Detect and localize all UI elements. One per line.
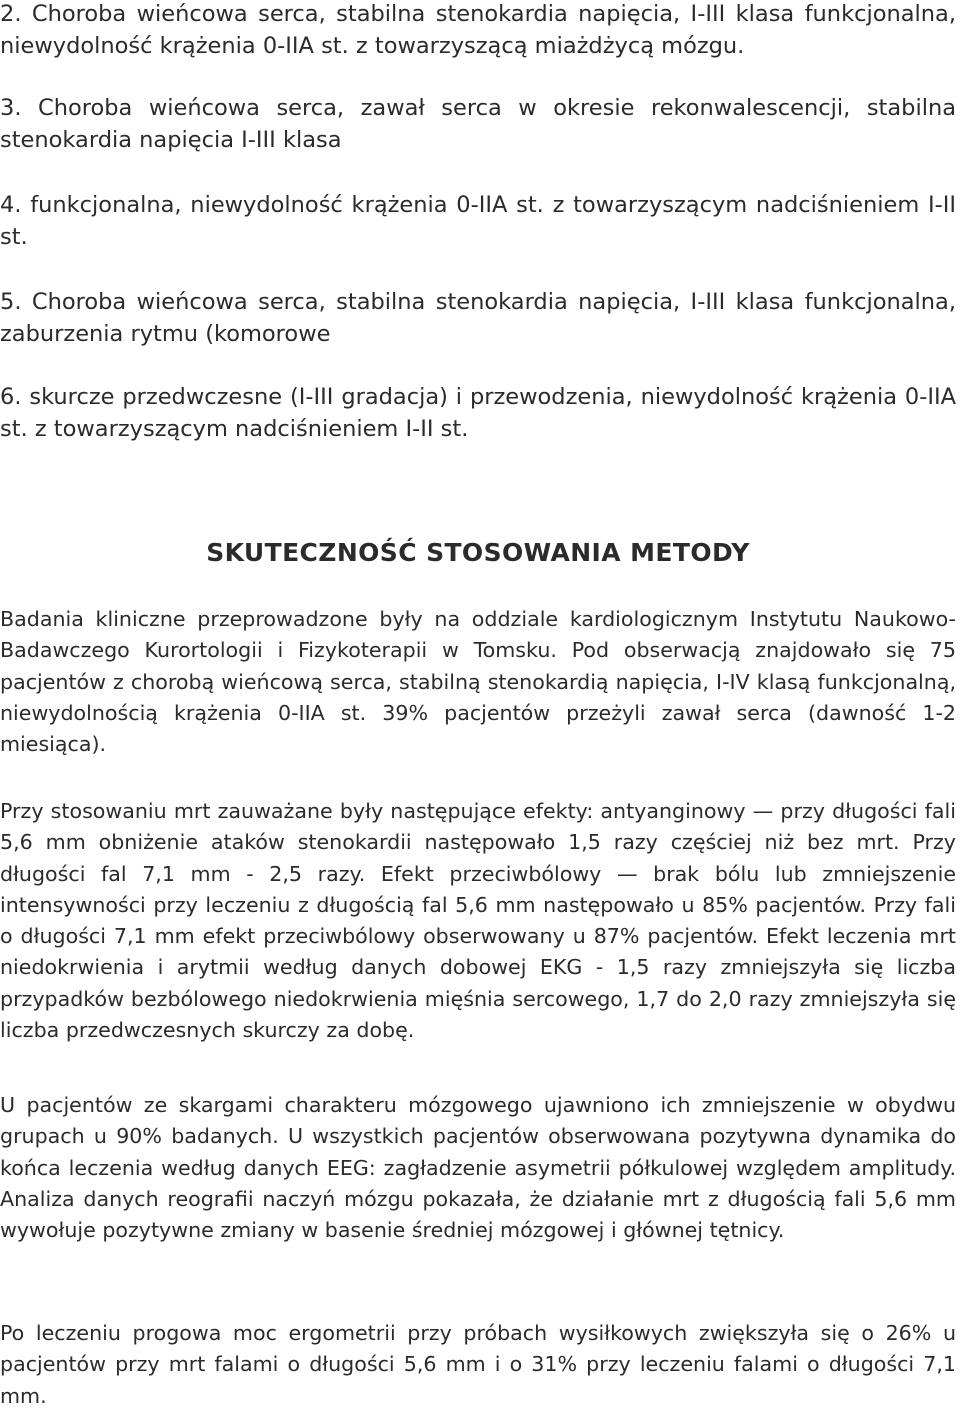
section-heading: SKUTECZNOŚĆ STOSOWANIA METODY bbox=[206, 538, 750, 567]
list-item-3: 3. Choroba wieńcowa serca, zawał serca w okresie rekonwalescencji, stabilna stenokardia napięcia I-III klasa bbox=[0, 95, 956, 153]
list-item-4: 4. funkcjonalna, niewydolność krążenia 0-IIA st. z towarzyszącym nadciśnieniem I-II st. bbox=[0, 192, 956, 250]
paragraph-ergometry: Po leczeniu progowa moc ergometrii przy próbach wysiłkowych zwiększyła się o 26% u pacjentów przy mrt falami o długości 5,6 mm i o 31% przy leczeniu falami o długości 7,1 mm. bbox=[0, 1321, 956, 1408]
paragraph-clinical-study: Badania kliniczne przeprowadzone były na oddziale kardiologicznym Instytutu Naukowo-Badawczego Kurortologii i Fizykoterapii w Tomsku. Pod obserwacją znajdowało się 75 pacjentów z chorobą wieńcową serca, stabilną stenokardią napięcia, I-IV klasą funkcjonalną, niewydolnością krążenia 0-IIA st. 39% pacjentów przeżyli zawał serca (dawność 1-2 miesiąca). bbox=[0, 607, 956, 757]
list-item-6: 6. skurcze przedwczesne (I-III gradacja) i przewodzenia, niewydolność krążenia 0-IIA st. z towarzyszącym nadciśnieniem I-II st. bbox=[0, 384, 956, 442]
list-item-5: 5. Choroba wieńcowa serca, stabilna stenokardia napięcia, I-III klasa funkcjonalna, zaburzenia rytmu (komorowe bbox=[0, 289, 956, 347]
paragraph-cerebral: U pacjentów ze skargami charakteru mózgowego ujawniono ich zmniejszenie w obydwu grupach u 90% badanych. U wszystkich pacjentów obserwowana pozytywna dynamika do końca leczenia według danych EEG: zagładzenie asymetrii półkulowej względem amplitudy. Analiza danych reografii naczyń mózgu pokazała, że działanie mrt z długością fali 5,6 mm wywołuje pozytywne zmiany w basenie średniej mózgowej i głównej tętnicy. bbox=[0, 1093, 956, 1243]
list-item-2: 2. Choroba wieńcowa serca, stabilna stenokardia napięcia, I-III klasa funkcjonalna, niewydolność krążenia 0-IIA st. z towarzyszącą miażdżycą mózgu. bbox=[0, 1, 956, 59]
paragraph-effects: Przy stosowaniu mrt zauważane były następujące efekty: antyanginowy — przy długości fali 5,6 mm obniżenie ataków stenokardii następowało 1,5 razy częściej niż bez mrt. Przy długości fal 7,1 mm - 2,5 razy. Efekt przeciwbólowy — brak bólu lub zmniejszenie intensywności przy leczeniu z długością fal 5,6 mm następowało u 85% pacjentów. Przy fali o długości 7,1 mm efekt przeciwbólowy obserwowany u 87% pacjentów. Efekt leczenia mrt niedokrwienia i arytmii według danych dobowej EKG - 1,5 razy zmniejszyła się liczba przypadków bezbólowego niedokrwienia mięśnia sercowego, 1,7 do 2,0 razy zmniejszyła się liczba przedwczesnych skurczy za dobę. bbox=[0, 799, 956, 1043]
